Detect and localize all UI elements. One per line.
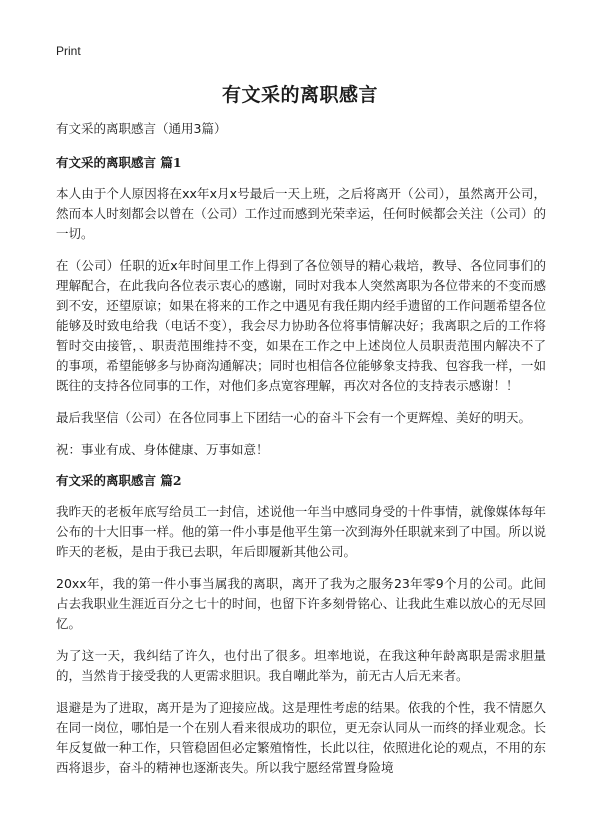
paragraph: 退避是为了进取，离开是为了迎接应战。这是理性考虑的结果。依我的个性，我不情愿久在同一岗位，哪怕是一个在别人看来很成功的职位，更无奈认同从一而终的择业观念。长年反复做一种工作，只管稳固但必定繁殖惰性，长此以往，依照进化论的观点，不用的东西将退步，奋斗的精神也逐渐丧失。所以我宁愿经常置身险境 xyxy=(56,700,546,775)
paragraph: 祝：事业有成、身体健康、万事如意！ xyxy=(56,442,269,457)
paragraph: 本人由于个人原因将在xx年x月x号最后一天上班，之后将离开（公司），虽然离开公司，然而本人时刻都会以曾在（公司）工作过而感到光荣幸运，任何时候都会关注（公司）的一切。 xyxy=(56,186,546,241)
document-body xyxy=(56,120,546,790)
document-title: 有文采的离职感言 xyxy=(221,84,378,106)
section-2 xyxy=(56,472,546,778)
print-link[interactable]: Print xyxy=(56,44,81,58)
paragraph: 我昨天的老板年底写给员工一封信，述说他一年当中感同身受的十件事情，就像媒体每年公布的十大旧事一样。他的第一件小事是他平生第一次到海外任职就来到了中国。所以说昨天的老板，是由于我已去职，年后即履新其他公司。 xyxy=(56,504,546,559)
section-heading: 有文采的离职感言 篇1 xyxy=(56,155,182,170)
section-heading: 有文采的离职感言 篇2 xyxy=(56,473,182,488)
section-1 xyxy=(56,154,546,460)
paragraph: 在（公司）任职的近x年时间里工作上得到了各位领导的精心栽培，教导、各位同事们的理解配合，在此我向各位表示衷心的感谢，同时对我本人突然离职为各位带来的不变而感到不安，还望原谅；如果在将来的工作之中遇见有我任期内经手遗留的工作问题希望各位能够及时致电给我（电话不变），我会尽力协助各位将事情解决好；我离职之后的工作将暂时交由接管，、职责范围维持不变，如果在工作之中上述岗位人员职责范围内解决不了的事项，希望能够多与协商沟通解决；同时也相信各位能够象支持我、包容我一样，一如既往的支持各位同事的工作，对他们多点宽容理解，再次对各位的支持表示感谢！！ xyxy=(56,258,546,393)
paragraph: 为了这一天，我纠结了许久，也付出了很多。坦率地说，在我这种年龄离职是需求胆量的，当然肯于接受我的人更需求胆识。我自嘲此举为，前无古人后无来者。 xyxy=(56,648,546,683)
document-subtitle: 有文采的离职感言（通用3篇） xyxy=(56,121,227,136)
paragraph: 20xx年，我的第一件小事当属我的离职，离开了我为之服务23年零9个月的公司。此间占去我职业生涯近百分之七十的时间，也留下许多刻骨铭心、让我此生难以放心的无尽回忆。 xyxy=(56,576,546,631)
paragraph: 最后我坚信（公司）在各位同事上下团结一心的奋斗下会有一个更辉煌、美好的明天。 xyxy=(56,410,532,425)
